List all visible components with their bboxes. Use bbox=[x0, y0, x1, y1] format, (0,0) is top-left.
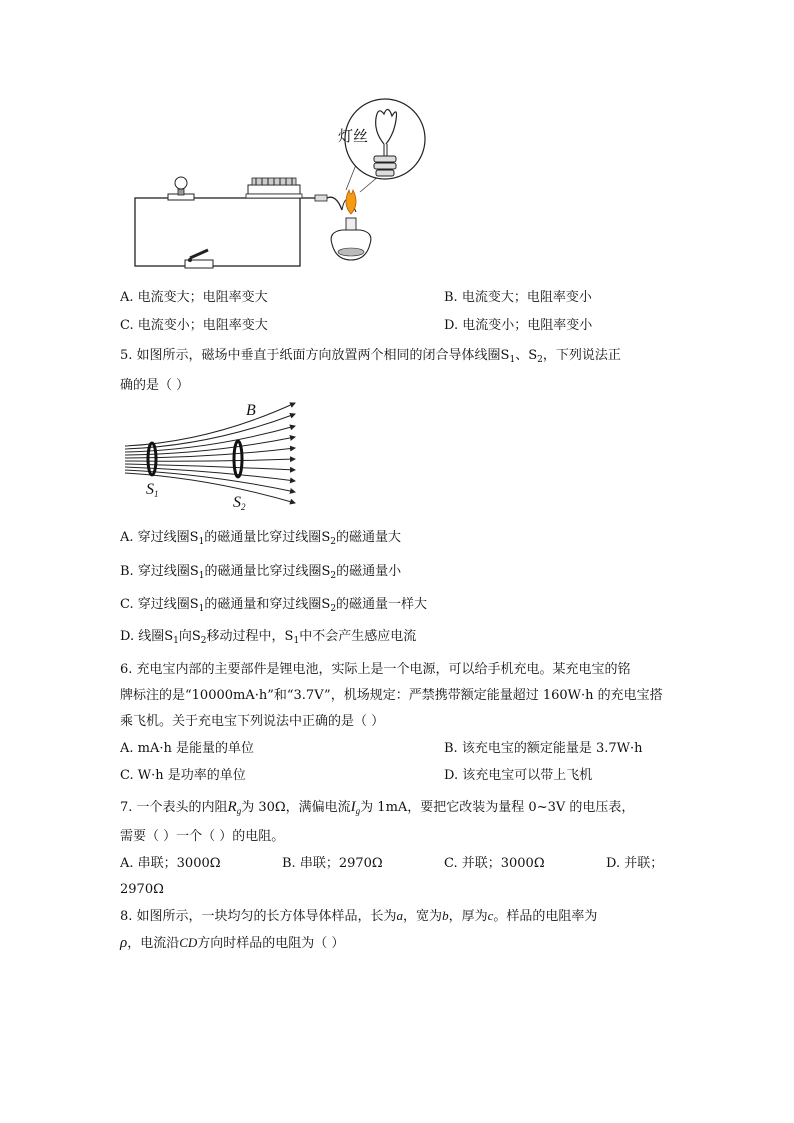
q5-option-c bbox=[120, 595, 427, 619]
magnetic-field-figure bbox=[120, 398, 310, 518]
q6-option-d: D. 该充电宝可以带上飞机 bbox=[444, 768, 593, 783]
subscript: 2 bbox=[200, 636, 207, 646]
subscript: 1 bbox=[198, 537, 205, 547]
q7-option-d-continued: 2970Ω bbox=[120, 882, 164, 897]
q4-option-c: C. 电流变小；电阻率变大 bbox=[120, 318, 268, 333]
q5-option-b bbox=[120, 562, 401, 586]
circuit-figure bbox=[120, 92, 440, 277]
q8-text: ，电流沿 bbox=[127, 936, 180, 951]
q6-stem-line-1: 6. 充电宝内部的主要部件是锂电池，实际上是一个电源，可以给手机充电。某充电宝的铭 bbox=[120, 662, 631, 677]
q7-option-b: B. 串联；2970Ω bbox=[282, 856, 383, 871]
q7-stem-line-2: 需要（ ）一个（ ）的电阻。 bbox=[120, 829, 285, 844]
q7-option-c: C. 并联；3000Ω bbox=[444, 856, 545, 871]
symbol-s: S bbox=[500, 348, 510, 363]
q7-option-d: D. 并联； bbox=[606, 856, 664, 871]
q6-stem-line-2: 牌标注的是“10000mA·h”和“3.7V”，机场规定：严禁携带额定能量超过 160W·h 的充电宝搭 bbox=[120, 688, 663, 703]
q8-text: 方向时样品的电阻为（ ） bbox=[197, 936, 345, 951]
q7-text: 为 30Ω，满偏电流 bbox=[241, 800, 351, 815]
q8-text: ，宽为 bbox=[403, 909, 443, 924]
symbol-a: a bbox=[396, 908, 404, 923]
q5-option-d bbox=[120, 627, 416, 651]
q8-text: 8. 如图所示，一块均匀的长方体导体样品，长为 bbox=[120, 909, 397, 924]
q6-option-b: B. 该充电宝的额定能量是 3.7W·h bbox=[444, 741, 643, 756]
option-text: 移动过程中， bbox=[206, 629, 285, 644]
q7-text: 为 1mA，要把它改装为量程 0~3V 的电压表， bbox=[360, 800, 635, 815]
symbol-s: S bbox=[191, 629, 201, 644]
bulb-icon bbox=[168, 177, 194, 200]
subscript: 2 bbox=[241, 502, 246, 512]
q5-stem-text-a: 5. 如图所示，磁场中垂直于纸面方向放置两个相同的闭合导体线圈 bbox=[120, 348, 501, 363]
symbol-s: S bbox=[189, 597, 199, 612]
q5-option-a bbox=[120, 528, 401, 552]
symbol-s: S bbox=[321, 597, 331, 612]
option-text: 的磁通量大 bbox=[335, 530, 401, 545]
coil-label-s: S bbox=[233, 494, 241, 511]
symbol-s: S bbox=[189, 530, 199, 545]
symbol-r: R bbox=[227, 799, 237, 815]
option-text: B. 穿过线圈 bbox=[120, 564, 190, 579]
q7-stem-line-1 bbox=[120, 797, 634, 821]
option-text: A. 穿过线圈 bbox=[120, 530, 190, 545]
symbol-rho: ρ bbox=[120, 935, 128, 951]
option-text: 的磁通量和穿过线圈 bbox=[204, 597, 322, 612]
symbol-b: b bbox=[442, 908, 449, 923]
filament-label: 灯丝 bbox=[338, 127, 369, 145]
field-label-b: B bbox=[246, 402, 256, 419]
subscript-g: g bbox=[236, 806, 242, 816]
option-text: 的磁通量比穿过线圈 bbox=[204, 530, 322, 545]
q5-stem-text-c: ，下列说法正 bbox=[542, 348, 621, 363]
option-text: D. 线圈 bbox=[120, 629, 165, 644]
option-text: 的磁通量小 bbox=[336, 564, 402, 579]
coil-label-s: S bbox=[146, 481, 154, 498]
option-text: 的磁通量比穿过线圈 bbox=[204, 564, 322, 579]
subscript: 2 bbox=[537, 355, 543, 365]
symbol-s: S bbox=[528, 348, 538, 363]
q5-stem-text-b: 、 bbox=[515, 348, 529, 363]
subscript: 2 bbox=[330, 571, 337, 581]
q4-option-b: B. 电流变大；电阻率变小 bbox=[444, 290, 592, 305]
q8-text: ，厚为 bbox=[448, 909, 488, 924]
symbol-s: S bbox=[189, 564, 199, 579]
subscript: 1 bbox=[154, 489, 159, 499]
subscript-g: g bbox=[355, 806, 361, 816]
subscript: 1 bbox=[173, 636, 179, 646]
coil-label-s2 bbox=[233, 494, 246, 512]
q6-option-a: A. mA·h 是能量的单位 bbox=[120, 741, 255, 756]
q5-stem-line-2: 确的是（ ） bbox=[120, 378, 190, 393]
symbol-s: S bbox=[321, 564, 331, 579]
symbol-s: S bbox=[164, 629, 174, 644]
rheostat-icon bbox=[246, 178, 302, 198]
q8-text: 。样品的电阻率为 bbox=[493, 909, 598, 924]
q8-stem-line-1 bbox=[120, 906, 597, 927]
q7-text: 7. 一个表头的内阻 bbox=[120, 800, 228, 815]
symbol-c: c bbox=[487, 908, 494, 923]
subscript: 2 bbox=[330, 537, 336, 547]
q6-option-c: C. W·h 是功率的单位 bbox=[120, 768, 246, 783]
symbol-i: I bbox=[350, 799, 356, 815]
q5-stem-line-1 bbox=[120, 346, 621, 370]
q4-option-d: D. 电流变小；电阻率变小 bbox=[444, 318, 593, 333]
symbol-s: S bbox=[321, 530, 331, 545]
coil-label-s1 bbox=[146, 481, 159, 499]
subscript: 1 bbox=[293, 636, 300, 646]
q7-option-a: A. 串联；3000Ω bbox=[120, 856, 221, 871]
switch-icon bbox=[185, 250, 213, 268]
option-text: 的磁通量一样大 bbox=[336, 597, 428, 612]
option-text: 中不会产生感应电流 bbox=[299, 629, 417, 644]
option-text: 向 bbox=[178, 629, 192, 644]
q8-stem-line-2 bbox=[120, 933, 344, 954]
option-text: C. 穿过线圈 bbox=[120, 597, 190, 612]
subscript: 2 bbox=[330, 604, 337, 614]
subscript: 1 bbox=[198, 604, 205, 614]
q6-stem-line-3: 乘飞机。关于充电宝下列说法中正确的是（ ） bbox=[120, 714, 385, 729]
subscript: 1 bbox=[509, 355, 516, 365]
symbol-cd: CD bbox=[179, 935, 198, 950]
q4-option-a: A. 电流变大；电阻率变大 bbox=[120, 290, 268, 305]
symbol-s: S bbox=[284, 629, 294, 644]
subscript: 1 bbox=[198, 571, 205, 581]
